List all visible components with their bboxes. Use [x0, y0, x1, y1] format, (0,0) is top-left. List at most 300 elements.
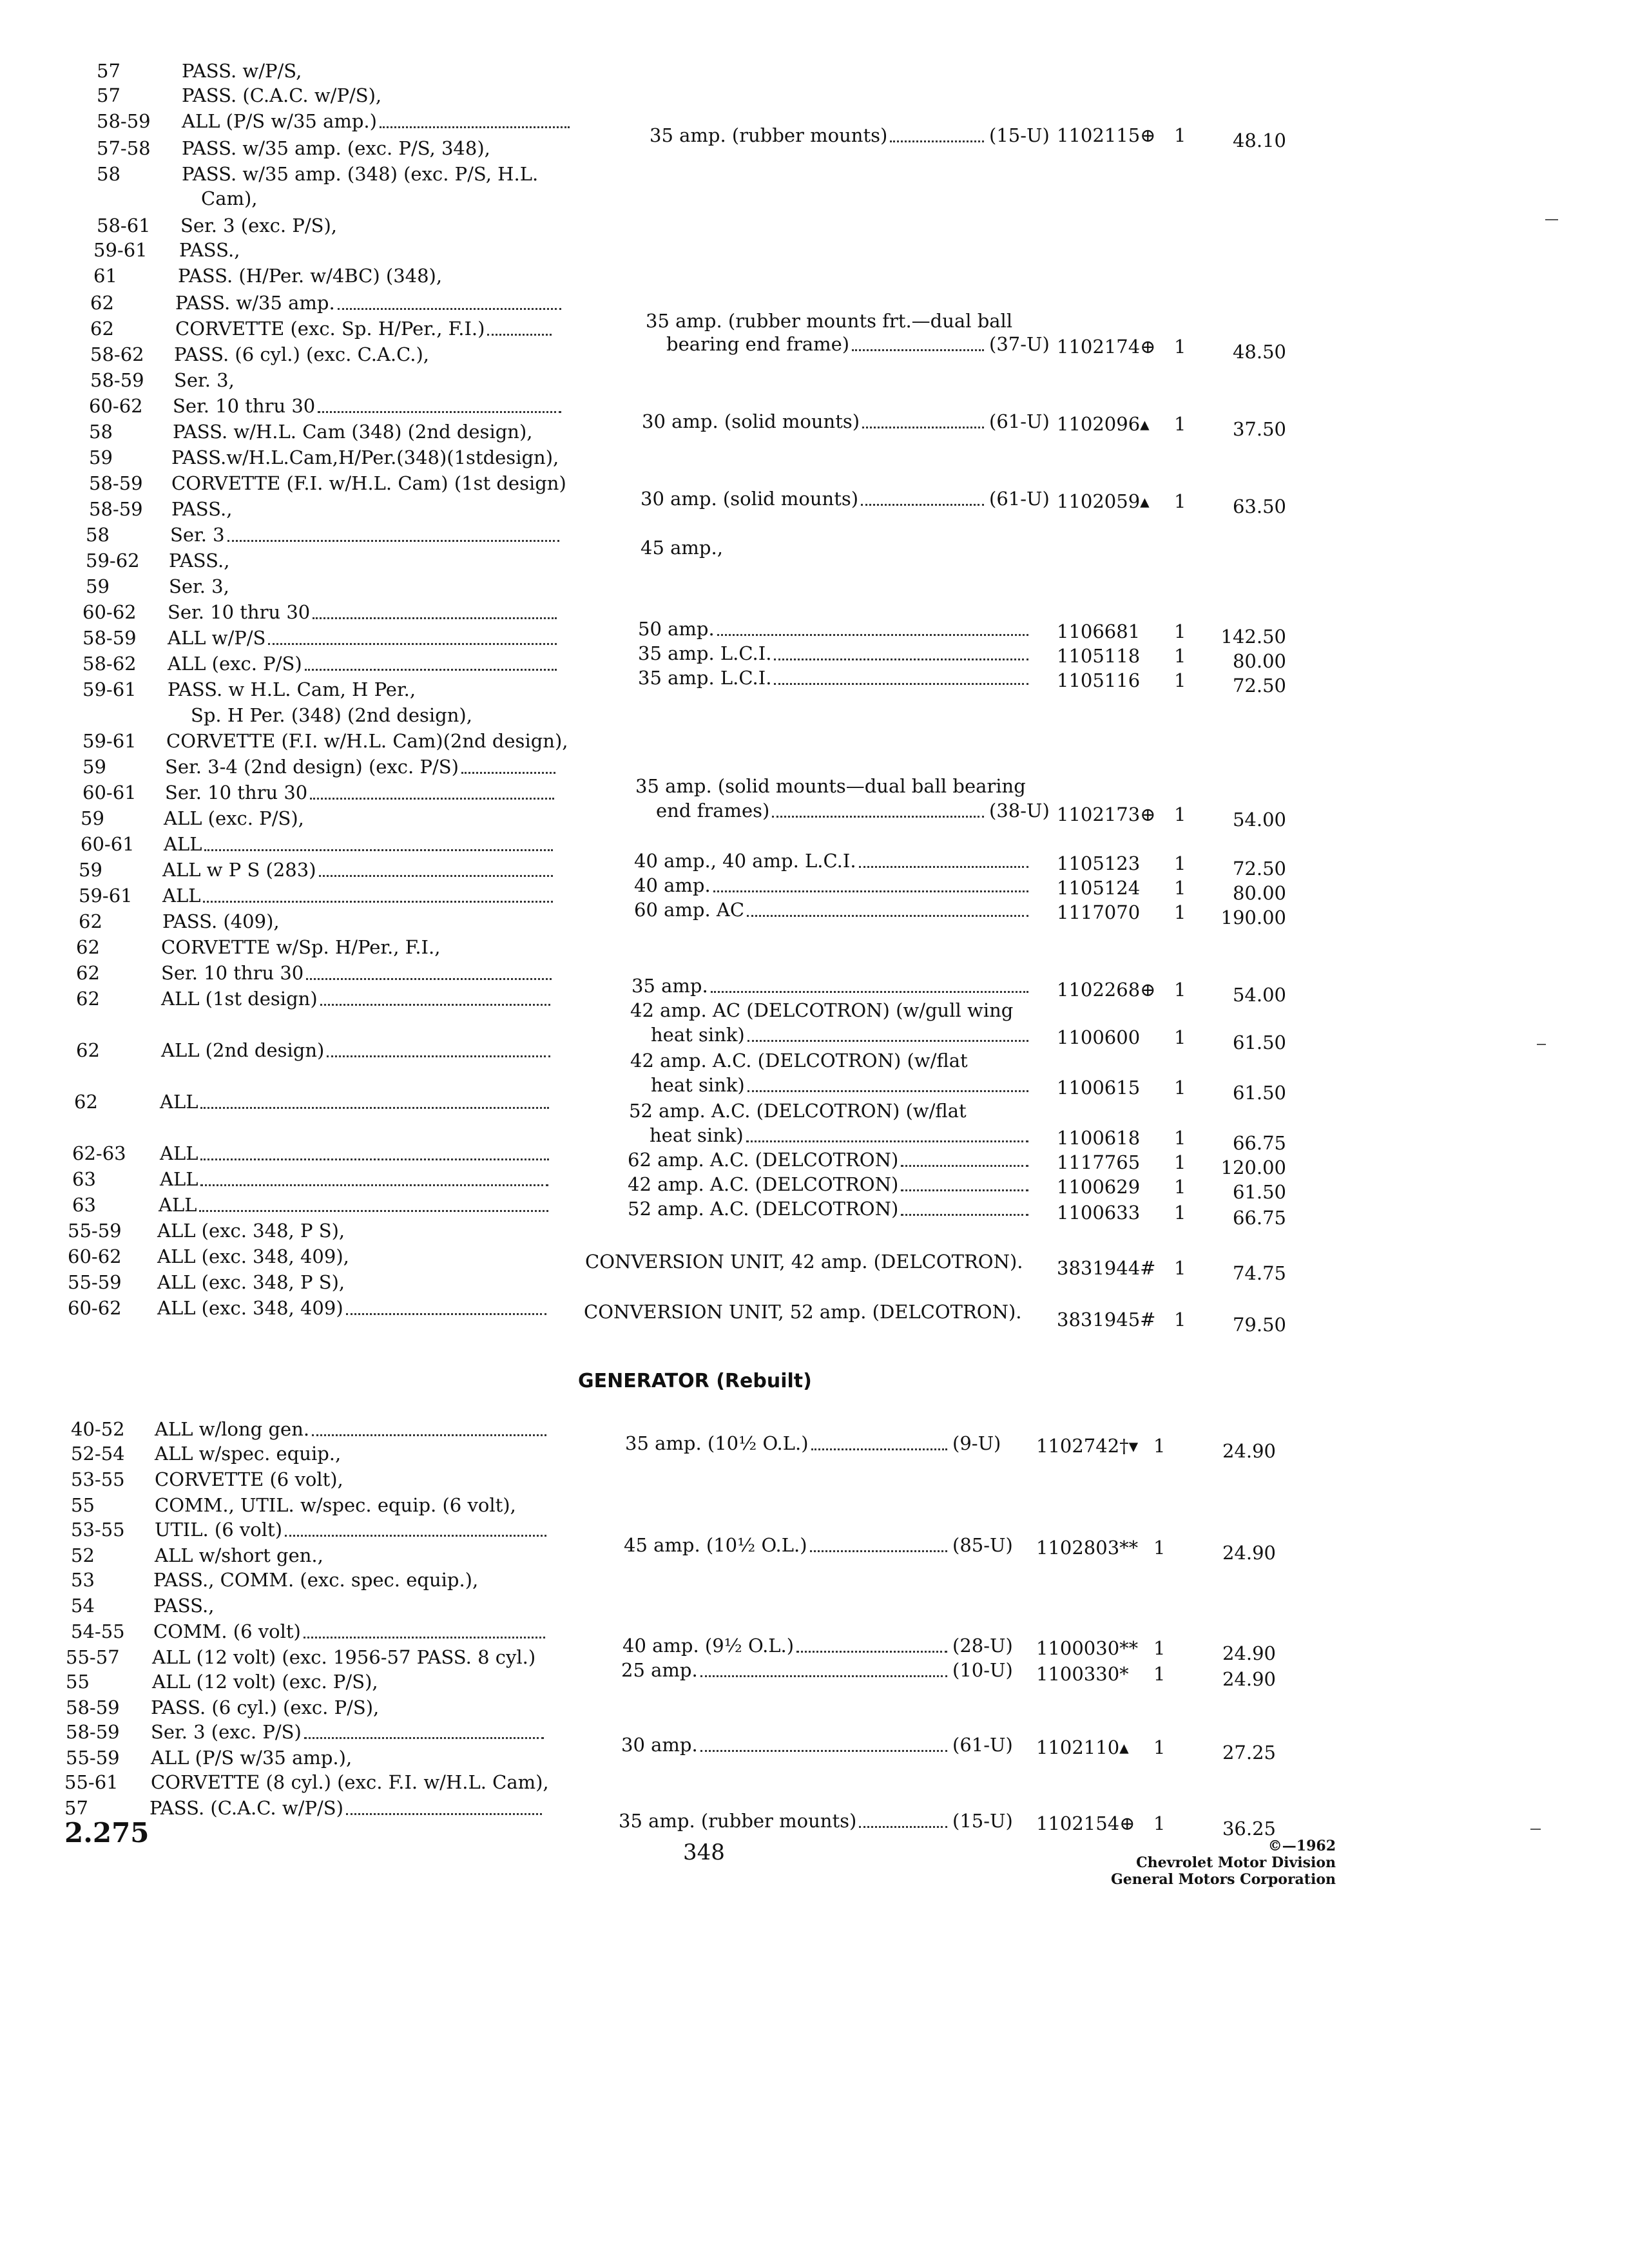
part-description: 45 amp. (10½ O.L.)	[624, 1534, 807, 1556]
part-description: 35 amp.	[631, 975, 708, 997]
list-price: 66.75	[1232, 1207, 1286, 1229]
list-price: 48.50	[1232, 341, 1286, 363]
dot-leader	[198, 1168, 551, 1191]
application-text: CORVETTE (8 cyl.) (exc. F.I. w/H.L. Cam),	[151, 1771, 549, 1793]
dot-leader	[794, 1634, 950, 1657]
margin-mark	[1545, 219, 1558, 220]
dot-leader	[282, 1518, 549, 1541]
model-year: 62	[76, 988, 100, 1010]
dot-leader	[898, 1148, 1031, 1171]
application-text: ALL (exc. P/S)	[168, 653, 302, 675]
dot-leader	[858, 487, 987, 510]
list-price: 79.50	[1232, 1314, 1286, 1336]
model-year: 58-59	[89, 472, 143, 494]
quantity: 1	[1174, 1151, 1186, 1173]
list-price: 63.50	[1232, 495, 1286, 517]
list-price: 74.75	[1232, 1262, 1286, 1284]
model-year: 58-59	[89, 498, 143, 520]
model-year: 58	[86, 524, 110, 546]
dot-leader	[898, 1173, 1031, 1196]
part-description: 35 amp. (10½ O.L.)	[625, 1432, 809, 1454]
application-text: CORVETTE (exc. Sp. H/Per., F.I.)	[175, 318, 485, 340]
dot-leader	[698, 1658, 950, 1682]
application-text: ALL w P S (283)	[162, 859, 316, 881]
quantity: 1	[1174, 1026, 1186, 1048]
application-text: PASS. w/H.L. Cam (348) (2nd design),	[173, 421, 533, 443]
list-price: 48.10	[1232, 130, 1286, 151]
part-number: 1102096▴	[1057, 413, 1150, 435]
part-description: 40 amp., 40 amp. L.C.I.	[634, 850, 856, 872]
illustration-reference: (61-U)	[952, 1734, 1013, 1756]
model-year: 55	[66, 1671, 90, 1693]
quantity: 1	[1174, 413, 1186, 435]
application-text: PASS.,	[153, 1595, 215, 1617]
dot-leader	[318, 987, 553, 1010]
part-description: 40 amp. (9½ O.L.)	[622, 1635, 795, 1657]
application-text: ALL	[160, 1168, 198, 1190]
model-year: 59	[86, 575, 110, 597]
model-year: 53	[71, 1569, 95, 1591]
part-description: 52 amp. A.C. (DELCOTRON)	[628, 1198, 899, 1220]
dot-leader	[307, 781, 557, 804]
part-number: 1117765	[1057, 1151, 1141, 1173]
part-description: 35 amp. L.C.I.	[638, 667, 772, 689]
dot-leader	[771, 666, 1031, 689]
application-text: PASS. w/35 amp. (exc. P/S, 348),	[182, 137, 490, 159]
dot-leader	[698, 1733, 950, 1756]
dot-leader	[316, 858, 555, 881]
quantity: 1	[1174, 336, 1186, 358]
page-number: 348	[683, 1840, 725, 1865]
dot-leader	[744, 898, 1031, 921]
model-year: 60-62	[68, 1245, 122, 1267]
page-identifier: 2.275	[64, 1817, 149, 1849]
model-year: 55-59	[68, 1271, 122, 1293]
margin-mark	[1537, 1044, 1546, 1045]
model-year: 57	[97, 60, 120, 82]
model-year: 55-61	[64, 1771, 119, 1793]
quantity: 1	[1174, 124, 1186, 146]
model-year: 53-55	[71, 1468, 125, 1490]
quantity: 1	[1174, 669, 1186, 691]
model-year: 62-63	[72, 1142, 126, 1164]
part-number: 1100629	[1057, 1176, 1141, 1198]
part-number: 1100330*	[1036, 1663, 1129, 1685]
list-price: 36.25	[1222, 1818, 1276, 1840]
illustration-reference: (61-U)	[989, 410, 1050, 432]
list-price: 72.50	[1232, 675, 1286, 697]
quantity: 1	[1174, 979, 1186, 1001]
illustration-reference: (10-U)	[952, 1659, 1013, 1681]
dot-leader	[265, 626, 559, 649]
quantity: 1	[1174, 1176, 1186, 1198]
application-text: ALL (P/S w/35 amp.)	[182, 110, 377, 132]
illustration-reference: (37-U)	[989, 333, 1050, 355]
application-text: PASS. w/35 amp.	[175, 292, 335, 314]
part-number: 1102115⊕	[1057, 124, 1156, 146]
dot-leader	[200, 884, 555, 907]
quantity: 1	[1174, 1127, 1186, 1149]
application-text: ALL (exc. 348, P S),	[157, 1271, 345, 1293]
application-text: CORVETTE w/Sp. H/Per., F.I.,	[161, 936, 441, 958]
dot-leader	[715, 617, 1031, 640]
dot-leader	[302, 1720, 546, 1744]
part-number: 1102742†▾	[1036, 1435, 1139, 1457]
part-number: 1102174⊕	[1057, 336, 1156, 358]
part-description: CONVERSION UNIT, 42 amp. (DELCOTRON).	[585, 1251, 1023, 1273]
model-year: 55-57	[66, 1646, 120, 1668]
list-price: 54.00	[1232, 809, 1286, 831]
quantity: 1	[1174, 1077, 1186, 1099]
model-year: 59-61	[79, 885, 133, 907]
part-description: 25 amp.	[621, 1659, 698, 1681]
dot-leader	[198, 1142, 552, 1165]
dot-leader	[309, 1418, 549, 1441]
model-year: 58-62	[82, 653, 137, 675]
part-description: 30 amp. (solid mounts)	[642, 410, 860, 432]
list-price: 190.00	[1220, 907, 1286, 928]
application-text: ALL w/spec. equip.,	[155, 1443, 342, 1465]
quantity: 1	[1153, 1663, 1166, 1685]
model-year: 59-62	[86, 550, 140, 572]
dot-leader	[377, 110, 572, 133]
application-text: PASS. w H.L. Cam, H Per.,	[168, 678, 416, 700]
application-text: PASS. (6 cyl.) (exc. P/S),	[151, 1696, 380, 1718]
part-number: 1102268⊕	[1057, 979, 1156, 1001]
quantity: 1	[1174, 1202, 1186, 1224]
application-text: CORVETTE (6 volt),	[155, 1468, 343, 1490]
dot-leader	[459, 755, 558, 778]
application-text: PASS. (C.A.C. w/P/S),	[182, 84, 382, 106]
dot-leader	[225, 523, 562, 546]
model-year: 57	[64, 1797, 88, 1819]
application-text: Ser. 10 thru 30	[165, 782, 308, 803]
dot-leader	[856, 849, 1031, 872]
part-description: 42 amp. AC (DELCOTRON) (w/gull wing	[630, 999, 1014, 1021]
quantity: 1	[1153, 1736, 1166, 1758]
list-price: 54.00	[1232, 984, 1286, 1006]
part-description: end frames)	[656, 800, 770, 822]
model-year: 60-62	[89, 395, 143, 417]
model-year: 62	[76, 936, 100, 958]
part-description: 35 amp. (rubber mounts frt.—dual ball	[646, 310, 1013, 332]
part-number: 1105116	[1057, 669, 1141, 691]
application-text: ALL (exc. P/S),	[164, 807, 304, 829]
illustration-reference: (15-U)	[989, 124, 1050, 146]
part-number: 1105123	[1057, 852, 1141, 874]
application-text: ALL	[159, 1194, 197, 1216]
model-year: 58	[89, 421, 113, 443]
model-year: 55	[71, 1494, 95, 1516]
model-year: 62	[90, 318, 114, 340]
dot-leader	[304, 961, 554, 985]
quantity: 1	[1174, 645, 1186, 667]
dot-leader	[856, 1809, 950, 1832]
model-year: 62	[90, 292, 114, 314]
quantity: 1	[1153, 1537, 1166, 1559]
application-text: PASS.,	[179, 239, 240, 261]
model-year: 40-52	[71, 1418, 125, 1440]
model-year: 62	[76, 1039, 100, 1061]
illustration-reference: (28-U)	[952, 1635, 1013, 1657]
application-text: ALL (2nd design)	[161, 1039, 325, 1061]
part-number: 1100615	[1057, 1077, 1141, 1099]
dot-leader	[771, 642, 1031, 665]
part-number: 1105124	[1057, 877, 1141, 899]
illustration-reference: (85-U)	[952, 1534, 1013, 1556]
application-text: ALL w/P/S	[168, 627, 266, 649]
model-year: 60-62	[68, 1297, 122, 1319]
model-year: 57-58	[97, 137, 151, 159]
dot-leader	[315, 394, 564, 418]
application-text: PASS.,	[169, 550, 230, 572]
model-year: 61	[93, 265, 117, 287]
application-text: ALL w/long gen.	[155, 1418, 310, 1440]
application-text: Ser. 3,	[169, 575, 229, 597]
application-text: PASS.w/H.L.Cam,H/Per.(348)(1stdesign),	[171, 447, 559, 468]
model-year: 63	[72, 1168, 96, 1190]
part-description: 50 amp.	[638, 618, 715, 640]
dot-leader	[860, 410, 987, 433]
model-year: 58-59	[82, 627, 137, 649]
list-price: 61.50	[1232, 1032, 1286, 1053]
model-year: 63	[72, 1194, 96, 1216]
part-description: heat sink)	[651, 1074, 745, 1096]
dot-leader	[887, 124, 987, 147]
application-text: Ser. 3	[170, 524, 225, 546]
dot-leader	[708, 974, 1031, 997]
quantity: 1	[1153, 1435, 1166, 1457]
part-description: 42 amp. A.C. (DELCOTRON)	[628, 1173, 899, 1195]
model-year: 58-59	[90, 369, 144, 391]
application-text: UTIL. (6 volt)	[155, 1519, 283, 1541]
application-text: PASS. w/35 amp. (348) (exc. P/S, H.L.	[182, 163, 539, 185]
application-text: ALL (exc. 348, 409),	[157, 1245, 349, 1267]
application-text: PASS. (409),	[162, 910, 280, 932]
dot-leader	[769, 799, 987, 822]
dot-leader	[343, 1296, 549, 1320]
dot-leader	[310, 601, 559, 624]
model-year: 59	[89, 447, 113, 468]
dot-leader	[485, 317, 554, 340]
application-text: CORVETTE (F.I. w/H.L. Cam) (1st design)	[171, 472, 566, 494]
dot-leader	[849, 332, 987, 356]
model-year: 58-62	[90, 343, 144, 365]
dot-leader	[809, 1432, 950, 1455]
part-description: 35 amp. (rubber mounts)	[619, 1810, 857, 1832]
dot-leader	[807, 1533, 950, 1557]
model-year: 58-59	[97, 110, 151, 132]
application-text: Ser. 3 (exc. P/S)	[151, 1721, 302, 1743]
part-number: 1105118	[1057, 645, 1141, 667]
part-description: heat sink)	[651, 1024, 745, 1046]
model-year: 52-54	[71, 1443, 125, 1465]
application-text: ALL (1st design)	[161, 988, 318, 1010]
application-text: PASS. w/P/S,	[182, 60, 302, 82]
application-text: Ser. 10 thru 30	[168, 601, 311, 623]
part-number: 3831944#	[1057, 1257, 1156, 1279]
quantity: 1	[1153, 1637, 1166, 1659]
list-price: 142.50	[1220, 626, 1286, 648]
dot-leader	[198, 1090, 552, 1113]
application-text: ALL (12 volt) (exc. P/S),	[152, 1671, 378, 1693]
model-year: 60-61	[82, 782, 137, 803]
model-year: 54	[71, 1595, 95, 1617]
part-number: 1102110▴	[1036, 1736, 1129, 1758]
part-number: 1100600	[1057, 1026, 1141, 1048]
quantity: 1	[1174, 620, 1186, 642]
model-year: 57	[97, 84, 120, 106]
dot-leader	[197, 1193, 551, 1216]
list-price: 27.25	[1222, 1742, 1276, 1763]
quantity: 1	[1174, 877, 1186, 899]
list-price: 66.75	[1232, 1132, 1286, 1154]
application-text: PASS., COMM. (exc. spec. equip.),	[153, 1569, 479, 1591]
application-text: Ser. 10 thru 30	[173, 395, 316, 417]
part-description: 35 amp. (rubber mounts)	[650, 124, 888, 146]
dot-leader	[745, 1073, 1031, 1097]
part-number: 1100633	[1057, 1202, 1141, 1224]
model-year: 58-59	[66, 1696, 120, 1718]
copyright-block	[1014, 1838, 1336, 1888]
part-description: CONVERSION UNIT, 52 amp. (DELCOTRON).	[584, 1301, 1022, 1323]
part-description: 30 amp.	[621, 1734, 698, 1756]
illustration-reference: (9-U)	[952, 1432, 1001, 1454]
application-text: Ser. 3,	[174, 369, 235, 391]
part-description: bearing end frame)	[666, 333, 850, 355]
model-year: 60-61	[81, 833, 135, 855]
dot-leader	[745, 1023, 1031, 1046]
corporation-name: General Motors Corporation	[1110, 1871, 1336, 1888]
part-number: 1102154⊕	[1036, 1812, 1135, 1834]
illustration-reference: (15-U)	[952, 1810, 1013, 1832]
application-text: Ser. 3 (exc. P/S),	[180, 215, 338, 236]
model-year: 59-61	[82, 730, 137, 752]
dot-leader	[744, 1124, 1031, 1147]
list-price: 61.50	[1232, 1082, 1286, 1104]
dot-leader	[301, 1620, 548, 1643]
model-year: 59	[79, 859, 102, 881]
list-price: 24.90	[1222, 1642, 1276, 1664]
model-year: 59-61	[82, 678, 137, 700]
application-text: ALL w/short gen.,	[155, 1544, 323, 1566]
dot-leader	[343, 1796, 545, 1820]
application-text: COMM. (6 volt)	[153, 1620, 301, 1642]
application-text: ALL	[162, 885, 201, 907]
part-description: 62 amp. A.C. (DELCOTRON)	[628, 1149, 899, 1171]
model-year: 62	[74, 1091, 98, 1113]
quantity: 1	[1174, 1257, 1186, 1279]
part-number: 1100618	[1057, 1127, 1141, 1149]
quantity: 1	[1174, 852, 1186, 874]
model-year: 60-62	[82, 601, 137, 623]
application-text: ALL (exc. 348, P S),	[157, 1220, 345, 1242]
application-text: PASS. (H/Per. w/4BC) (348),	[178, 265, 443, 287]
part-number: 1102803**	[1036, 1537, 1139, 1559]
copyright-notice: ©—1962	[1268, 1838, 1336, 1854]
list-price: 72.50	[1232, 858, 1286, 879]
list-price: 80.00	[1232, 650, 1286, 672]
dot-leader	[302, 652, 559, 675]
part-description: 40 amp.	[634, 874, 711, 896]
division-name: Chevrolet Motor Division	[1136, 1854, 1336, 1871]
quantity: 1	[1174, 490, 1186, 512]
dot-leader	[711, 874, 1031, 897]
model-year: 54-55	[71, 1620, 125, 1642]
application-text: PASS. (C.A.C. w/P/S)	[149, 1797, 343, 1819]
quantity: 1	[1174, 803, 1186, 825]
dot-leader	[335, 291, 564, 314]
margin-mark	[1530, 1829, 1541, 1830]
application-text: ALL (12 volt) (exc. 1956-57 PASS. 8 cyl.)	[152, 1646, 536, 1668]
list-price: 37.50	[1232, 418, 1286, 440]
quantity: 1	[1153, 1812, 1166, 1834]
part-description: 45 amp.,	[641, 537, 723, 559]
model-year: 52	[71, 1544, 95, 1566]
part-number: 1106681	[1057, 620, 1141, 642]
application-text: ALL (exc. 348, 409)	[157, 1297, 343, 1319]
application-text: PASS.,	[171, 498, 233, 520]
dot-leader	[324, 1039, 553, 1062]
application-text: COMM., UTIL. w/spec. equip. (6 volt),	[155, 1494, 516, 1516]
part-description: 42 amp. A.C. (DELCOTRON) (w/flat	[630, 1050, 968, 1072]
model-year: 62	[79, 910, 102, 932]
part-description: 35 amp. (solid mounts—dual ball bearing	[635, 775, 1026, 797]
model-year: 58-59	[66, 1721, 120, 1743]
list-price: 24.90	[1222, 1440, 1276, 1462]
application-text: ALL	[160, 1091, 198, 1113]
part-description: 35 amp. L.C.I.	[638, 642, 772, 664]
list-price: 80.00	[1232, 882, 1286, 904]
part-description: 52 amp. A.C. (DELCOTRON) (w/flat	[629, 1100, 967, 1122]
part-number: 1102173⊕	[1057, 803, 1156, 825]
model-year: 55-59	[66, 1747, 120, 1769]
list-price: 24.90	[1222, 1668, 1276, 1690]
model-year: 59	[81, 807, 104, 829]
application-text: ALL (P/S w/35 amp.),	[151, 1747, 352, 1769]
part-number: 1102059▴	[1057, 490, 1150, 512]
model-year: 59-61	[93, 239, 148, 261]
application-text: Cam),	[201, 187, 258, 209]
quantity: 1	[1174, 1309, 1186, 1331]
list-price: 120.00	[1220, 1157, 1286, 1178]
part-description: heat sink)	[650, 1124, 744, 1146]
part-description: 60 amp. AC	[634, 899, 745, 921]
model-year: 59	[82, 756, 106, 778]
application-text: PASS. (6 cyl.) (exc. C.A.C.),	[174, 343, 430, 365]
model-year: 58-61	[97, 215, 151, 236]
model-year: 62	[76, 962, 100, 984]
model-year: 55-59	[68, 1220, 122, 1242]
application-text: Ser. 3-4 (2nd design) (exc. P/S)	[165, 756, 459, 778]
quantity: 1	[1174, 901, 1186, 923]
model-year: 58	[97, 163, 120, 185]
part-number: 1100030**	[1036, 1637, 1139, 1659]
dot-leader	[898, 1197, 1031, 1220]
application-text: ALL	[164, 833, 202, 855]
part-number: 1117070	[1057, 901, 1141, 923]
model-year: 53-55	[71, 1519, 125, 1541]
part-description: 30 amp. (solid mounts)	[641, 488, 859, 510]
illustration-reference: (38-U)	[989, 800, 1050, 822]
application-text: CORVETTE (F.I. w/H.L. Cam)(2nd design),	[166, 730, 568, 752]
list-price: 24.90	[1222, 1542, 1276, 1564]
application-text: ALL	[160, 1142, 198, 1164]
application-text: Ser. 10 thru 30	[161, 962, 304, 984]
part-number: 3831945#	[1057, 1309, 1156, 1331]
dot-leader	[202, 832, 555, 856]
section-header-generator: GENERATOR (Rebuilt)	[578, 1370, 812, 1392]
